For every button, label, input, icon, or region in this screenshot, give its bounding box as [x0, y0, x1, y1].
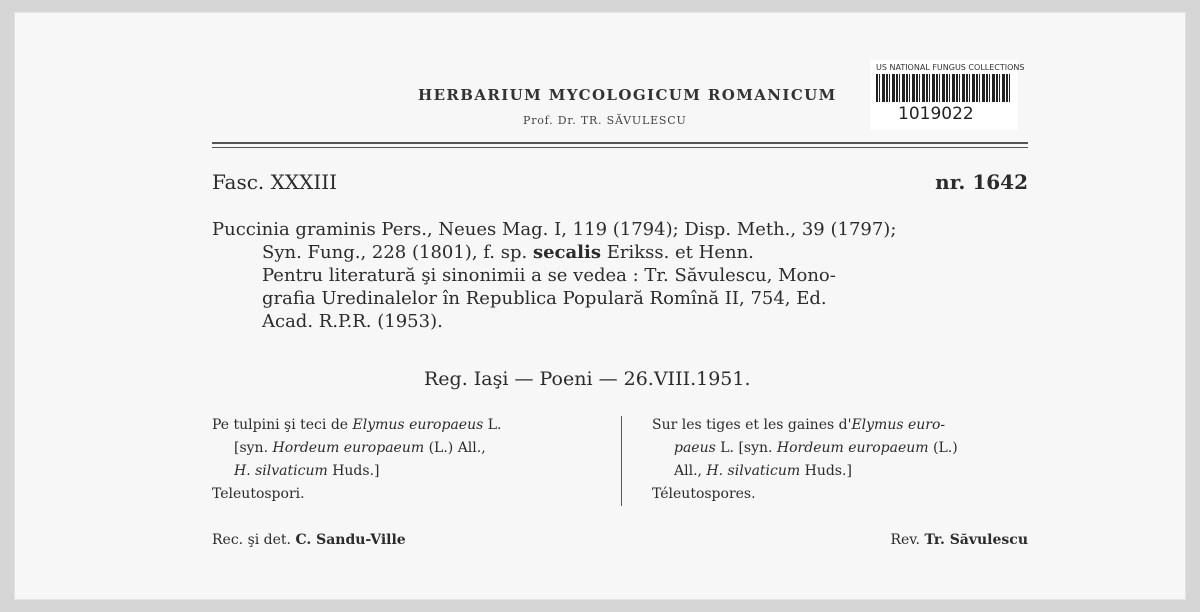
- reviser-line: [890, 532, 1028, 548]
- citation-text: Syn. Fung., 228 (1801), f. sp.: [262, 242, 533, 263]
- herbarium-title: HERBARIUM MYCOLOGICUM ROMANICUM: [418, 86, 837, 104]
- host-species: Hordeum europaeum: [272, 440, 425, 456]
- host-line: [652, 460, 1032, 483]
- barcode-number: 1019022: [898, 104, 974, 124]
- barcode-label: [870, 60, 1025, 130]
- host-line: [212, 437, 602, 460]
- reviser-prefix: Rev.: [890, 532, 925, 548]
- host-line: [212, 414, 602, 437]
- host-species: Elymus euro-: [851, 417, 946, 433]
- collector-prefix: Rec. şi det.: [212, 532, 296, 548]
- host-text: L. [syn.: [715, 440, 777, 456]
- herbarium-subtitle: Prof. Dr. TR. SĂVULESCU: [523, 114, 687, 127]
- citation-line: grafia Uredinalelor în Republica Populară Romînă II, 754, Ed.: [262, 288, 827, 309]
- host-text: All.,: [674, 463, 707, 479]
- forma-specialis: secalis: [532, 242, 601, 263]
- host-romanian: [212, 414, 602, 506]
- host-text: L.: [483, 417, 502, 433]
- citation-line: Pentru literatură şi sinonimii a se vedea : Tr. Săvulescu, Mono-: [262, 265, 836, 286]
- header-rule-thin: [212, 147, 1028, 148]
- host-line: [652, 437, 1032, 460]
- specimen-number: nr. 1642: [935, 170, 1028, 194]
- spore-stage: Teleutospori.: [212, 486, 305, 502]
- citation-line: Acad. R.P.R. (1953).: [262, 311, 443, 332]
- locality-date: Reg. Iaşi — Poeni — 26.VIII.1951.: [424, 368, 751, 390]
- fascicle: Fasc. XXXIII: [212, 170, 338, 194]
- collector-line: [212, 532, 406, 548]
- header-rule: [212, 142, 1028, 144]
- barcode-icon: [876, 74, 1012, 102]
- reviser-name: Tr. Săvulescu: [924, 532, 1028, 548]
- collector-name: C. Sandu-Ville: [295, 532, 406, 548]
- citation-line: [212, 241, 1030, 264]
- host-french: [652, 414, 1032, 506]
- citation-text: Erikss. et Henn.: [600, 242, 754, 263]
- host-species: H. silvaticum: [234, 463, 328, 479]
- host-line: [212, 460, 602, 483]
- host-text: (L.): [928, 440, 958, 456]
- host-text: Huds.]: [800, 463, 852, 479]
- host-text: Pe tulpini şi teci de: [212, 417, 353, 433]
- host-species: paeus: [674, 440, 716, 456]
- host-text: [syn.: [234, 440, 273, 456]
- citation: [212, 218, 1030, 333]
- citation-line: Puccinia graminis Pers., Neues Mag. I, 119 (1794); Disp. Meth., 39 (1797);: [212, 219, 897, 240]
- host-text: Huds.]: [327, 463, 380, 479]
- column-divider: [621, 416, 622, 506]
- host-species: Hordeum europaeum: [776, 440, 929, 456]
- host-species: Elymus europaeus: [352, 417, 484, 433]
- host-text: (L.) All.,: [424, 440, 486, 456]
- host-line: [652, 414, 1032, 437]
- barcode-caption: US NATIONAL FUNGUS COLLECTIONS: [876, 63, 1025, 72]
- spore-stage: Téleutospores.: [652, 486, 756, 502]
- host-species: H. silvaticum: [706, 463, 801, 479]
- host-text: Sur les tiges et les gaines d': [652, 417, 852, 433]
